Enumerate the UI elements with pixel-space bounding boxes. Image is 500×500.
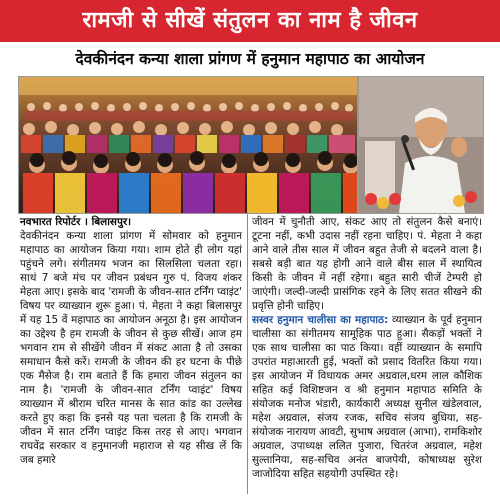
headline: रामजी से सीखें संतुलन का नाम है जीवन (0, 0, 500, 42)
right-column (252, 215, 482, 481)
byline-reporter: नवभारत रिपोर्टर (20, 216, 81, 228)
left-column-text: देवकीनंदन कन्या शाला प्रांगण में सोमवार को हनुमान महापाठ का आयोजन किया गया। शाम होते ही लोग यहां पहुंचने लगे। संगीतमय भजन का सिलसिला चलता रहा। साथं 7 बजे मंच पर जीवन प्रबंधन गुरु पं. विजय शंकर मेहता आए। इसके बाद 'रामजी के जीवन-सात टर्निंग प्वाइंट' विषय पर व्याख्यान शुरू हुआ। पं. मेहता ने कहा बिलासपुर में यह 15 वें महापाठ का आयोजन अनूठा है। इस आयोजन का उद्देश्य है हम रामजी के जीवन से कुछ सीखें। आज हम भगवान राम से सीखेंगे जीवन में संकट आता है तो उसका समाधान कैसे करें। रामजी के जीवन की हर घटना के पीछे एक मैसेज है। राम बताते हैं कि हमारा जीवन संतुलन का नाम है। 'रामजी के जीवन-सात टर्निंग प्वाइंट' विषय व्याख्यान में श्रीराम चरित मानस के सात कांड का उल्लेख करते हुए कहा कि इनसे यह पता चलता है कि रामजी के जीवन में सात टर्निंग प्वाइंट किस तरह से आए। भगवान राघवेंद्र सरकार व हनुमानजी महाराज से यह सीख लें कि जब हमारे (20, 230, 242, 466)
subheadline: देवकीनंदन कन्या शाला प्रांगण में हनुमान महापाठ का आयोजन (0, 44, 500, 74)
speaker-photo-image (359, 77, 483, 213)
right-column-paragraph-2-text: व्याख्यान के पूर्व हनुमान चालीसा का संगीतमय सामूहिक पाठ हुआ। सैकड़ों भक्तों ने एक साथ चालीसा का पाठ किया। वहीं व्याख्यान के समापि उपरांत महाआरती हुई, भक्तों को प्रसाद वितरित किया गया। इस आयोजन में विधायक अमर अग्रवाल,धरम लाल कौशिक सहित कई विशिष्टजन व श्री हनुमान महापाठ समिति के संयोजक मनोज भंडारी, कार्यकारी अध्यक्ष सुनील खंडेलवाल, महेश अग्रवाल, संजय रजक, सचिव संजय बुधिया, सह-संयोजक नारायण आवटी, सुभाष अग्रवाल (आभा), रामकिशोर अग्रवाल, उपाध्यक्ष ललित पुजारा, चितरंज अग्रवाल, महेश सुल्तानिया, सह-सचिव अनंत बाजपेयी, कोषाध्यक्ष सुरेश जाजोदिया सहित सहयोगी उपस्थित रहे। (252, 314, 483, 480)
crowd-photo (18, 76, 358, 214)
section-subheading: सस्वर हनुमान चालीसा का महापाठ: (252, 314, 389, 326)
column-divider (247, 214, 248, 494)
speaker-photo (358, 76, 484, 214)
byline-separator: । (83, 216, 88, 228)
left-column (20, 215, 242, 467)
crowd-photo-image (19, 77, 357, 213)
right-column-paragraph-1: जीवन में चुनौती आए, संकट आए तो संतुलन कैसे बनाएं। टूटना नहीं, कभी उदास नहीं रहना चाहिए। पं. मेहता ने कहा आने वाले तीस साल में जीवन बहुत तेजी से बदलने वाला है। सबसे बड़ी बात यह होगी आने वाले बीस साल में स्थायित्व किसी के जीवन में नहीं रहेगा। बहुत सारी चीजें टेम्परी हो जाएंगी। जल्दी-जल्दी प्रासंगिक रहने के लिए सतत सीखने की प्रवृत्ति होनी चाहिए। (252, 216, 482, 312)
byline (20, 215, 242, 229)
right-column-paragraph-2 (252, 313, 482, 481)
byline-city: बिलासपुर। (91, 216, 132, 228)
